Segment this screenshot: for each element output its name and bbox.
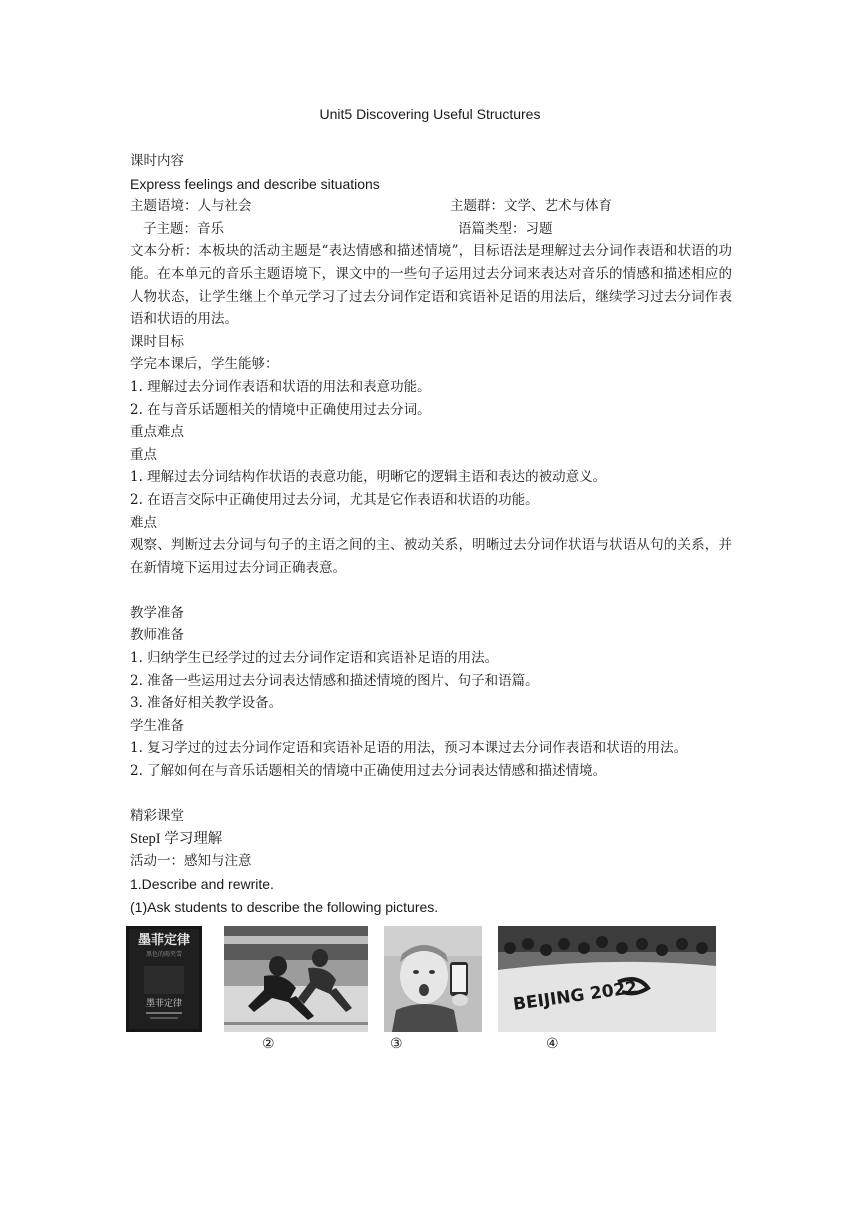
meta-row-1 <box>130 195 732 218</box>
pictures-row <box>130 926 732 1036</box>
key-points-heading: 重点难点 <box>130 424 184 441</box>
objective-item: 2. 在与音乐话题相关的情境中正确使用过去分词。 <box>130 401 431 418</box>
focus-heading: 重点 <box>130 446 157 463</box>
picture-label: ④ <box>546 1036 559 1053</box>
objectives-heading: 课时目标 <box>130 333 184 350</box>
focus-item: 1. 理解过去分词结构作状语的表意功能，明晰它的逻辑主语和表达的被动意义。 <box>130 469 607 486</box>
book-cover-small-title: 墨菲定律 <box>145 999 183 1010</box>
page-title: Unit5 Discovering Useful Structures <box>319 106 541 122</box>
book-cover-subtitle: 黑色的雨夹雪 <box>145 951 183 959</box>
meta-text-type: 语篇类型：习题 <box>458 220 553 237</box>
teacher-prep-item: 3. 准备好相关教学设备。 <box>130 695 283 712</box>
picture-book-cover <box>126 926 202 1032</box>
picture-speed-skaters <box>224 926 368 1032</box>
subtask-line: (1)Ask students to describe the following pictures. <box>130 898 439 915</box>
meta-subtopic: 子主题：音乐 <box>143 220 224 237</box>
preparation-heading: 教学准备 <box>130 604 184 621</box>
picture-label: ③ <box>390 1036 403 1053</box>
difficulty-text: 观察、判断过去分词与句子的主语之间的主、被动关系，明晰过去分词作状语与状语从句的关系，并在新情境下运用过去分词正确表意。 <box>130 537 732 576</box>
objectives-intro: 学完本课后，学生能够： <box>130 356 279 373</box>
student-prep-heading: 学生准备 <box>130 717 184 734</box>
meta-row-2 <box>130 218 732 241</box>
step-heading: StepI 学习理解 <box>130 830 223 847</box>
lesson-content-heading: 课时内容 <box>130 153 184 169</box>
banner-text: BEIJING 2022 <box>511 977 639 1016</box>
meta-theme-group: 主题群：文学、艺术与体育 <box>450 198 612 215</box>
text-analysis: 文本分析：本板块的活动主题是“表达情感和描述情境”，目标语法是理解过去分词作表语和状语的功能。在本单元的音乐主题语境下，课文中的一些句子运用过去分词来表达对音乐的情感和描述相应的人物状态，让学生继上个单元学习了过去分词作定语和宾语补足语的用法后，继续学习过去分词作表语和状语的用法。 <box>130 243 732 328</box>
speed-skating-image <box>224 926 368 1032</box>
task-line: 1.Describe and rewrite. <box>130 876 274 892</box>
boy-phone-image <box>384 926 482 1032</box>
focus-item: 2. 在语言交际中正确使用过去分词，尤其是它作表语和状语的功能。 <box>130 491 539 508</box>
lesson-topic: Express feelings and describe situations <box>130 175 380 192</box>
picture-labels <box>130 1036 732 1058</box>
student-prep-item: 1. 复习学过的过去分词作定语和宾语补足语的用法，预习本课过去分词作表语和状语的用法。 <box>130 740 688 757</box>
beijing-banner-image <box>498 926 716 1032</box>
classroom-heading: 精彩课堂 <box>130 808 184 825</box>
document-body <box>130 150 732 1058</box>
objective-item: 1. 理解过去分词作表语和状语的用法和表意功能。 <box>130 378 431 395</box>
picture-beijing-banner <box>498 926 716 1032</box>
teacher-prep-heading: 教师准备 <box>130 627 184 644</box>
picture-boy-phone <box>384 926 482 1032</box>
meta-context: 主题语境：人与社会 <box>130 198 252 215</box>
teacher-prep-item: 2. 准备一些运用过去分词表达情感和描述情境的图片、句子和语篇。 <box>130 672 539 689</box>
activity-heading: 活动一：感知与注意 <box>130 853 252 870</box>
difficulty-heading: 难点 <box>130 514 157 531</box>
picture-label: ② <box>262 1036 275 1053</box>
book-cover-image <box>126 926 202 1032</box>
student-prep-item: 2. 了解如何在与音乐话题相关的情境中正确使用过去分词表达情感和描述情境。 <box>130 763 607 780</box>
book-cover-title: 墨菲定律 <box>137 933 191 949</box>
teacher-prep-item: 1. 归纳学生已经学过的过去分词作定语和宾语补足语的用法。 <box>130 650 499 667</box>
